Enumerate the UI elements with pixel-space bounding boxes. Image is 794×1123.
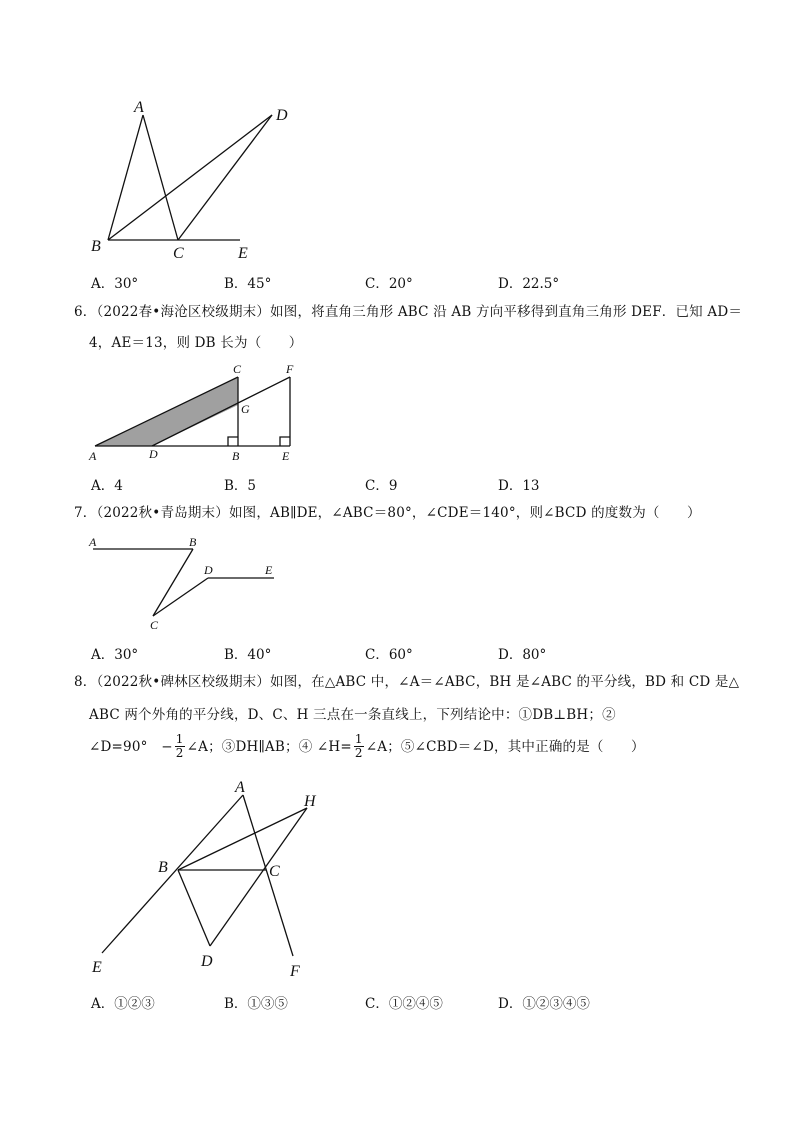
q8-line-af: [243, 795, 293, 956]
q8-stem-line3-part2: ∠A；③DH∥AB；④ ∠H=: [186, 738, 352, 755]
q8-label-a: A: [235, 779, 245, 796]
q7-option-b[interactable]: B．40°: [224, 647, 272, 663]
q8-stem-line3-part1: ∠D=90° −: [89, 738, 173, 755]
q6-option-c[interactable]: C．9: [365, 478, 398, 494]
q7-label-b: B: [189, 535, 197, 549]
q6-option-a[interactable]: A．4: [91, 478, 123, 494]
q7-option-d[interactable]: D．80°: [498, 647, 547, 663]
q8-fraction-2-den: 2: [354, 746, 363, 760]
q6-option-d[interactable]: D．13: [498, 478, 540, 494]
q8-stem-line2: ABC 两个外角的平分线，D、C、H 三点在一条直线上，下列结论中：①DB⊥BH；②: [89, 707, 616, 723]
q7-label-a: A: [89, 535, 97, 549]
q5-option-a[interactable]: A．30°: [91, 276, 139, 292]
q8-line-hd: [210, 808, 307, 946]
q5-option-d[interactable]: D．22.5°: [498, 276, 560, 292]
q8-line-bd: [178, 870, 210, 946]
q6-label-f: F: [286, 362, 294, 376]
q8-fraction-1-den: 2: [175, 746, 184, 760]
q8-label-c: C: [269, 863, 280, 880]
q8-option-d[interactable]: D．①②③④⑤: [498, 996, 590, 1012]
q8-label-d: D: [201, 953, 213, 970]
q8-label-e: E: [92, 959, 102, 976]
q8-fraction-1-num: 1: [175, 732, 184, 746]
q8-label-h: H: [304, 793, 316, 810]
q7-option-a[interactable]: A．30°: [91, 647, 139, 663]
q6-option-b[interactable]: B．5: [224, 478, 257, 494]
q5-label-c: C: [173, 245, 184, 262]
q8-label-f: F: [290, 963, 300, 980]
q6-label-e: E: [282, 449, 290, 463]
q7-label-c: C: [150, 618, 159, 632]
q6-stem-line1: 6．（2022春•海沧区校级期末）如图，将直角三角形 ABC 沿 AB 方向平移得到直角三角形 DEF．已知 AD＝: [74, 304, 743, 320]
q5-label-a: A: [134, 99, 144, 116]
q6-label-b: B: [232, 449, 240, 463]
q8-option-a[interactable]: A．①②③: [91, 996, 155, 1012]
q5-label-e: E: [238, 245, 248, 262]
q6-label-a: A: [89, 449, 97, 463]
q8-stem-line1: 8．（2022秋•碑林区校级期末）如图，在△ABC 中，∠A＝∠ABC，BH 是∠ABC 的平分线，BD 和 CD 是△: [74, 674, 740, 690]
q6-label-d: D: [149, 447, 158, 461]
q8-fraction-2-num: 1: [354, 732, 363, 746]
q5-label-d: D: [276, 107, 288, 124]
q8-option-b[interactable]: B．①③⑤: [224, 996, 288, 1012]
q7-stem-line1: 7．（2022秋•青岛期末）如图，AB∥DE，∠ABC＝80°，∠CDE＝140°，则∠BCD 的度数为（ ）: [74, 505, 701, 521]
q5-label-b: B: [91, 238, 101, 255]
q8-stem-line3-part3: ∠A；⑤∠CBD＝∠D，其中正确的是（ ）: [365, 738, 645, 755]
q7-label-e: E: [265, 563, 273, 577]
q7-label-d: D: [204, 563, 213, 577]
q6-label-g: G: [241, 402, 250, 416]
q8-option-c[interactable]: C．①②④⑤: [365, 996, 443, 1012]
q7-option-c[interactable]: C．60°: [365, 647, 413, 663]
q5-option-c[interactable]: C．20°: [365, 276, 413, 292]
q8-label-b: B: [158, 859, 168, 876]
q5-option-b[interactable]: B．45°: [224, 276, 272, 292]
q6-label-c: C: [233, 362, 242, 376]
q8-line-bh: [178, 808, 307, 870]
q6-stem-line2: 4，AE＝13，则 DB 长为（ ）: [89, 335, 303, 351]
